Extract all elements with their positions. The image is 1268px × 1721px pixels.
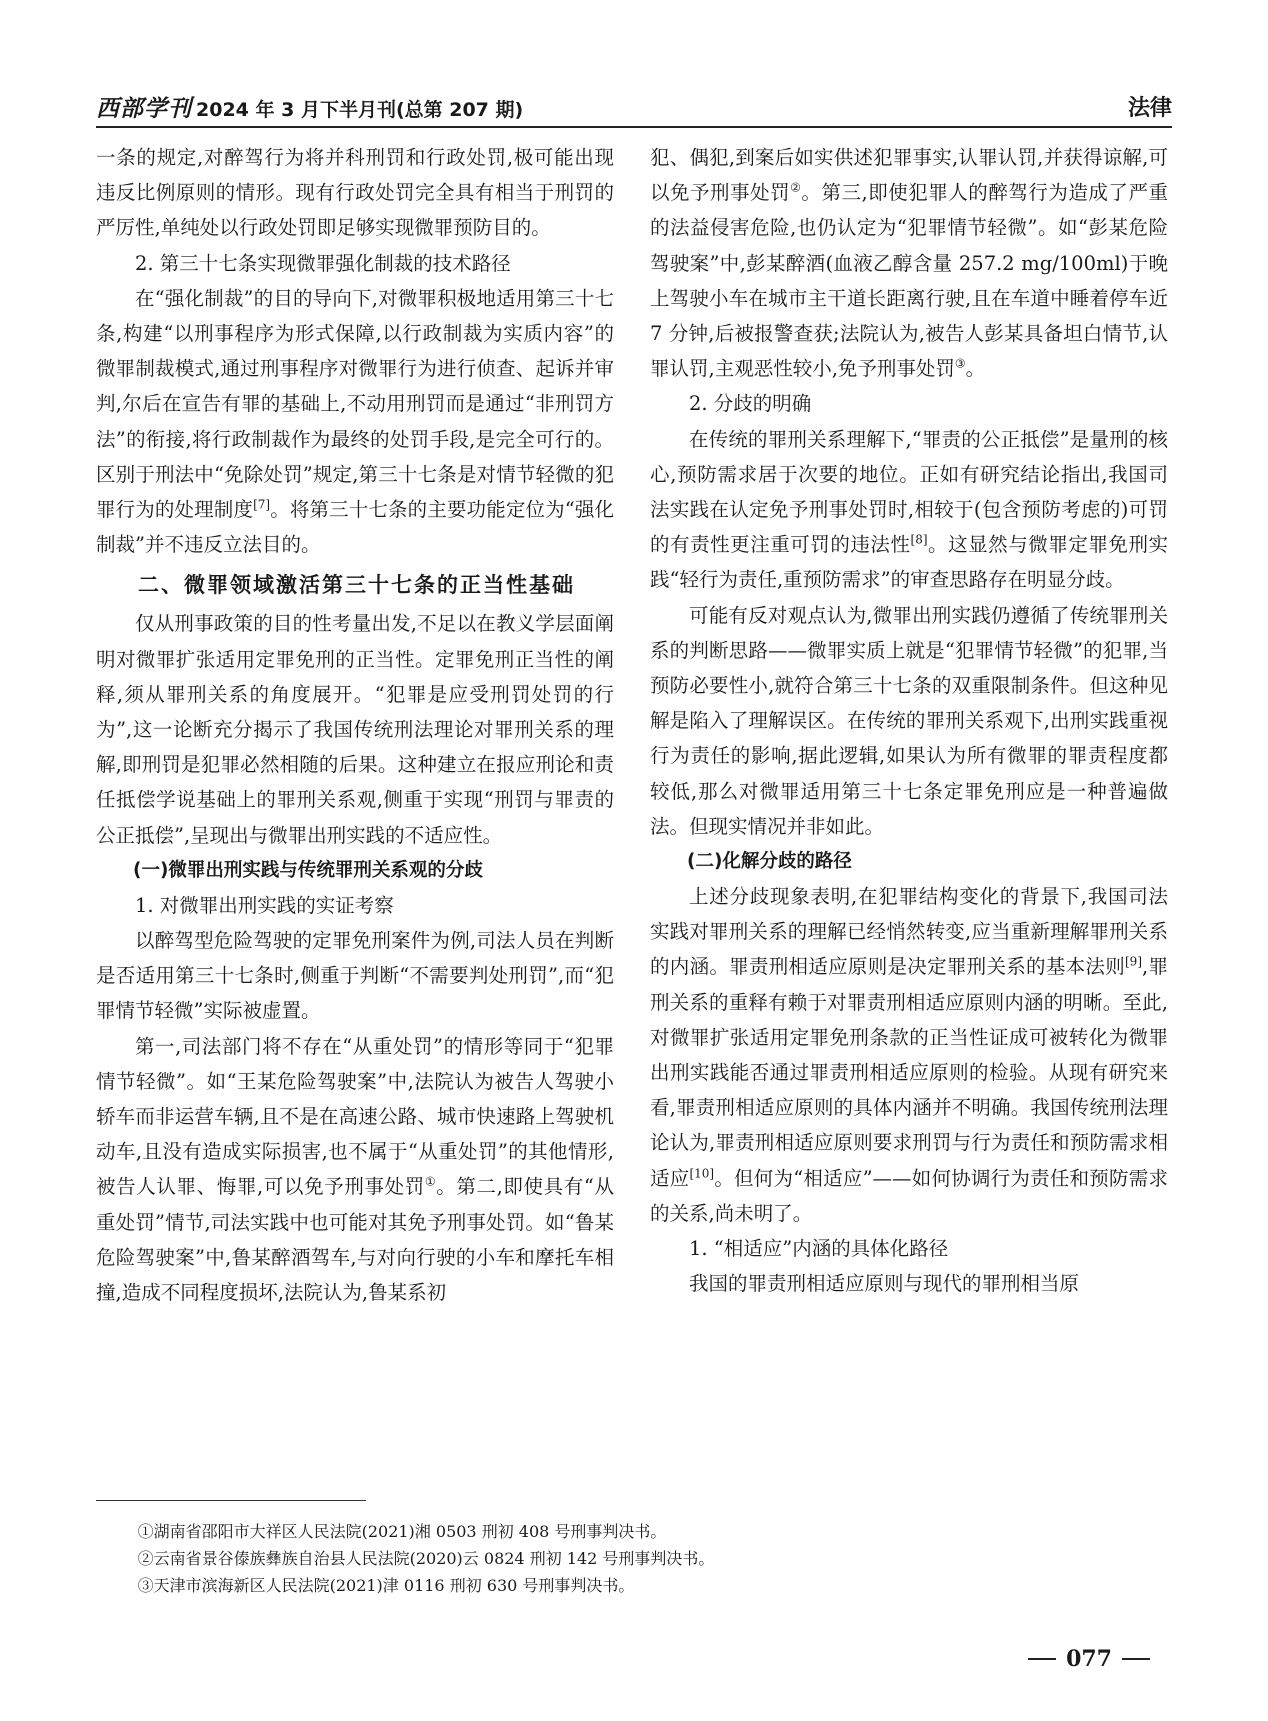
paragraph: 以醉驾型危险驾驶的定罪免刑案件为例,司法人员在判断是否适用第三十七条时,侧重于判断“不需要判处刑罚”,而“犯罪情节轻微”实际被虚置。 <box>96 929 614 1023</box>
subsection-heading: (二)化解分歧的路径 <box>687 851 852 873</box>
footnote-ref: ② <box>790 180 802 195</box>
subheading: 2. 分歧的明确 <box>689 392 812 416</box>
issue-info: 2024 年 3 月下半月刊(总第 207 期) <box>196 98 524 121</box>
footnote: ②云南省景谷傣族彝族自治县人民法院(2020)云 0824 刑初 142 号刑事判决书。 <box>137 1549 715 1568</box>
citation-ref: [10] <box>689 1166 715 1181</box>
subheading: 1. “相适应”内涵的具体化路径 <box>689 1237 949 1261</box>
footnote-divider <box>96 1500 366 1501</box>
right-column <box>650 140 1168 1302</box>
subsection-heading: (一)微罪出刑实践与传统罪刑关系观的分歧 <box>133 859 483 881</box>
footnote-ref: ① <box>424 1174 437 1189</box>
page-number-text: 077 <box>1066 1646 1112 1672</box>
paragraph: 可能有反对观点认为,微罪出刑实践仍遵循了传统罪刑关系的判断思路——微罪实质上就是“犯罪情节轻微”的犯罪,当预防必要性小,就符合第三十七条的双重限制条件。但这种见解是陷入了理解误区。在传统的罪刑关系观下,出刑实践重视行为责任的影响,据此逻辑,如果认为所有微罪的罪责程度都较低,那么对微罪适用第三十七条定罪免刑应是一种普遍做法。但现实情况并非如此。 <box>650 603 1168 838</box>
footnotes <box>96 1518 996 1599</box>
journal-logo: 西部学刊 <box>96 94 192 122</box>
paragraph: 我国的罪责刑相适应原则与现代的罪刑相当原 <box>689 1272 1080 1296</box>
citation-ref: [9] <box>1125 954 1142 969</box>
left-column <box>96 140 614 1310</box>
section-heading: 二、微罪领域激活第三十七条的正当性基础 <box>138 573 575 598</box>
footnote: ③天津市滨海新区人民法院(2021)津 0116 刑初 630 号刑事判决书。 <box>137 1576 635 1595</box>
paragraph: 上述分歧现象表明,在犯罪结构变化的背景下,我国司法实践对罪刑关系的理解已经悄然转变,应当重新理解罪刑关系的内涵。罪责刑相适应原则是决定罪刑关系的基本法则[9],罪刑关系的重释有赖于对罪责刑相适应原则内涵的明晰。至此,对微罪扩张适用定罪免刑条款的正当性证成可被转化为微罪出刑实践能否通过罪责刑相适应原则的检验。从现有研究来看,罪责刑相适应原则的具体内涵并不明确。我国传统刑法理论认为,罪责刑相适应原则要求刑罚与行为责任和预防需求相适应[10]。但何为“相适应”——如何协调行为责任和预防需求的关系,尚未明了。 <box>650 885 1168 1225</box>
section-label: 法律 <box>1127 95 1172 121</box>
dash-right <box>1122 1658 1150 1660</box>
paragraph: 仅从刑事政策的目的性考量出发,不足以在教义学层面阐明对微罪扩张适用定罪免刑的正当性。定罪免刑正当性的阐释,须从罪刑关系的角度展开。“犯罪是应受刑罚处罚的行为”,这一论断充分揭示了我国传统刑法理论对罪刑关系的理解,即刑罚是犯罪必然相随的后果。这种建立在报应刑论和责任抵偿学说基础上的罪刑关系观,侧重于实现“刑罚与罪责的公正抵偿”,呈现出与微罪出刑实践的不适应性。 <box>96 612 614 847</box>
paragraph: 一条的规定,对醉驾行为将并科刑罚和行政处罚,极可能出现违反比例原则的情形。现有行政处罚完全具有相当于刑罚的严厉性,单纯处以行政处罚即足够实现微罪预防目的。 <box>96 146 614 240</box>
subheading: 1. 对微罪出刑实践的实证考察 <box>135 893 394 917</box>
dash-left <box>1028 1658 1056 1660</box>
paragraph: 第一,司法部门将不存在“从重处罚”的情形等同于“犯罪情节轻微”。如“王某危险驾驶案”中,法院认为被告人驾驶小轿车而非运营车辆,且不是在高速公路、城市快速路上驾驶机动车,且没有造成实际损害,也不属于“从重处罚”的其他情形,被告人认罪、悔罪,可以免予刑事处罚①。第二,即使具有“从重处罚”情节,司法实践中也可能对其免予刑事处罚。如“鲁某危险驾驶案”中,鲁某醉酒驾车,与对向行驶的小车和摩托车相撞,造成不同程度损坏,法院认为,鲁某系初 <box>96 1034 615 1305</box>
paragraph: 在“强化制裁”的目的导向下,对微罪积极地适用第三十七条,构建“以刑事程序为形式保障,以行政制裁为实质内容”的微罪制裁模式,通过刑事程序对微罪行为进行侦查、起诉并审判,尔后在宣告有罪的基础上,不动用刑罚而是通过“非刑罚方法”的衔接,将行政制裁作为最终的处罚手段,是完全可行的。区别于刑法中“免除处罚”规定,第三十七条是对情节轻微的犯罪行为的处理制度[7]。将第三十七条的主要功能定位为“强化制裁”并不违反立法目的。 <box>96 286 614 557</box>
footnote-ref: ③ <box>954 356 966 371</box>
paragraph: 在传统的罪刑关系理解下,“罪责的公正抵偿”是量刑的核心,预防需求居于次要的地位。正如有研究结论指出,我国司法实践在认定免予刑事处罚时,相较于(包含预防考虑的)可罚的有责性更注重可罚的违法性[8]。这显然与微罪定罪免刑实践“轻行为责任,重预防需求”的审查思路存在明显分歧。 <box>650 427 1168 592</box>
paragraph: 犯、偶犯,到案后如实供述犯罪事实,认罪认罚,并获得谅解,可以免予刑事处罚②。第三,即使犯罪人的醉驾行为造成了严重的法益侵害危险,也仍认定为“犯罪情节轻微”。如“彭某危险驾驶案”中,彭某醉酒(血液乙醇含量 257.2 mg/100ml)于晚上驾驶小车在城市主干道长距离行驶,且在车道中睡着停车近 7 分钟,后被报警查获;法院认为,被告人彭某具备坦白情节,认罪认罚,主观恶性较小,免予刑事处罚③。 <box>650 146 1168 381</box>
citation-ref: [8] <box>910 532 928 547</box>
running-header <box>96 86 1172 128</box>
citation-ref: [7] <box>253 497 271 512</box>
subheading: 2. 第三十七条实现微罪强化制裁的技术路径 <box>135 251 511 275</box>
footnote: ①湖南省邵阳市大祥区人民法院(2021)湘 0503 刑初 408 号刑事判决书。 <box>137 1522 667 1541</box>
journal-title <box>96 90 523 123</box>
page-number <box>1028 1646 1150 1672</box>
